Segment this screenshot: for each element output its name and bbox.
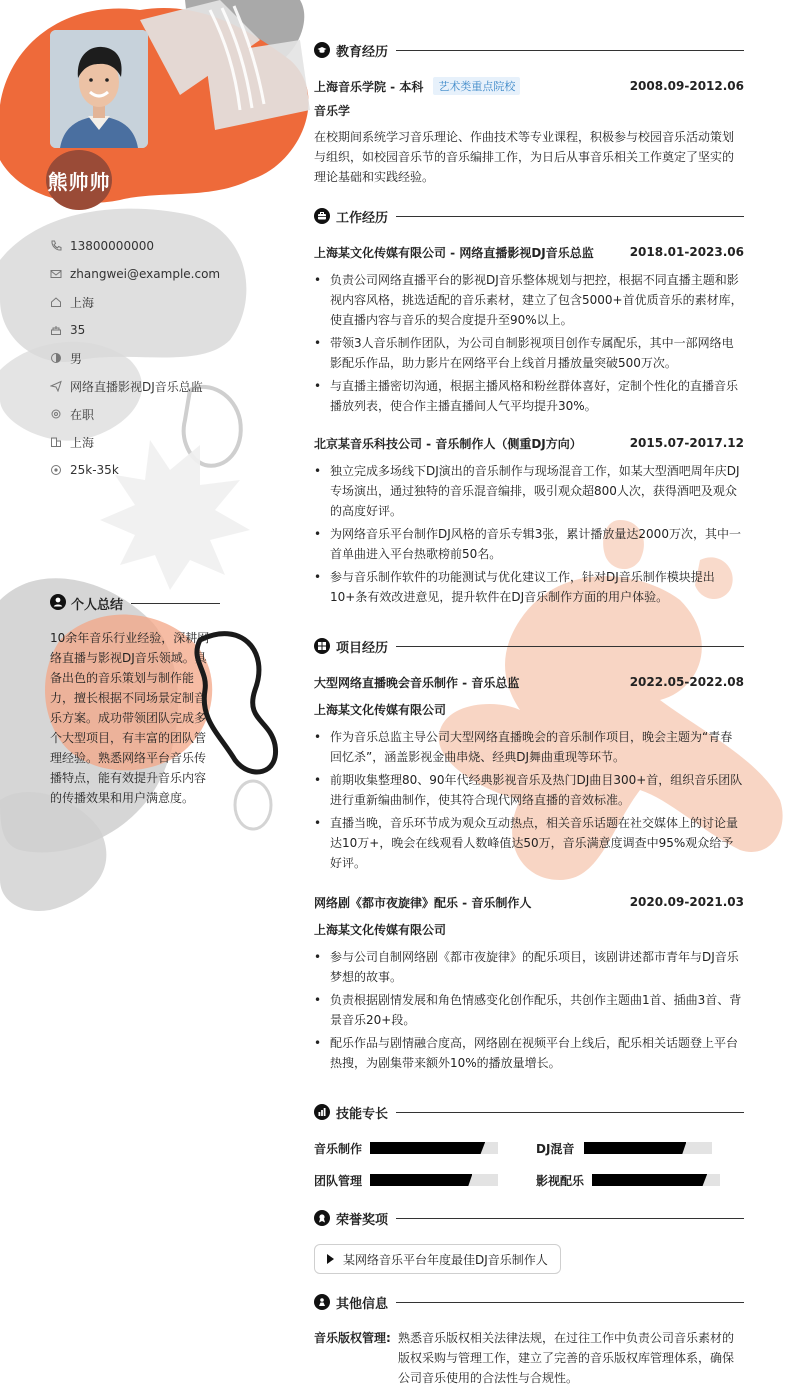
list-item: • 配乐作品与剧情融合度高，网络剧在视频平台上线后，配乐相关话题登上平台热搜，为剧集带来额外10%的播放量增长。 xyxy=(314,1033,744,1073)
divider xyxy=(396,216,744,217)
building-icon xyxy=(50,435,70,449)
school-name: 上海音乐学院 - 本科 xyxy=(314,79,424,94)
project-company: 上海某文化传媒有限公司 xyxy=(314,703,447,717)
skill-bar-fill xyxy=(370,1174,472,1186)
other-item xyxy=(314,1328,744,1388)
divider xyxy=(396,1218,744,1219)
skill-name: 团队管理 xyxy=(314,1173,363,1188)
work-title: 工作经历 xyxy=(336,210,389,226)
projects-header xyxy=(314,636,744,656)
user-icon xyxy=(50,594,66,613)
summary-title: 个人总结 xyxy=(71,598,124,613)
other-title: 其他信息 xyxy=(336,1296,389,1312)
skill-name: 影视配乐 xyxy=(536,1173,585,1188)
education-major: 音乐学 xyxy=(314,104,351,118)
skill-item xyxy=(314,1172,498,1188)
skill-bar-fill xyxy=(584,1142,686,1154)
project-period: 2022.05-2022.08 xyxy=(629,675,744,689)
project-company: 上海某文化传媒有限公司 xyxy=(314,923,447,937)
contact-age xyxy=(50,316,220,344)
contact-phone xyxy=(50,232,220,260)
send-icon xyxy=(50,379,70,393)
play-icon xyxy=(327,1254,334,1264)
school-tag: 艺术类重点院校 xyxy=(433,77,520,95)
name-badge xyxy=(46,150,112,210)
project-heading: 网络剧《都市夜旋律》配乐 - 音乐制作人 xyxy=(314,895,532,910)
education-desc: 在校期间系统学习音乐理论、作曲技术等专业课程，积极参与校园音乐活动策划与组织，如校园音乐节的音乐编排工作，为日后从事音乐相关工作奠定了坚实的理论基础和实践经验。 xyxy=(314,130,735,184)
list-item: • 直播当晚，音乐环节成为观众互动热点，相关音乐话题在社交媒体上的讨论量达10万+，晚会在线观看人数峰值达50万，音乐满意度调查中95%观众给予好评。 xyxy=(314,813,744,873)
list-item: • 负责根据剧情发展和角色情感变化创作配乐，共创作主题曲1首、插曲3首、背景音乐20+段。 xyxy=(314,990,744,1030)
skill-bar-fill xyxy=(592,1174,707,1186)
info-person-icon xyxy=(314,1294,330,1310)
job-heading: 北京某音乐科技公司 - 音乐制作人（侧重DJ方向） xyxy=(314,436,582,451)
bar-chart-icon xyxy=(314,1104,330,1120)
contact-salary xyxy=(50,456,220,484)
location-value: 上海 xyxy=(70,295,95,310)
summary-text: 10余年音乐行业经验，深耕网络直播与影视DJ音乐领域。具备出色的音乐策划与制作能力，擅长根据不同场景定制音乐方案。成功带领团队完成多个大型项目，有丰富的团队管理经验。熟悉网络平台音乐传播特点，能有效提升音乐内容的传播效果和用户满意度。 xyxy=(50,631,210,805)
contact-position xyxy=(50,372,220,400)
list-item: • 与直播主播密切沟通，根据主播风格和粉丝群体喜好，定制个性化的直播音乐播放列表，使合作主播直播间人气平均提升30%。 xyxy=(314,376,744,416)
job-row xyxy=(314,243,744,261)
work-header xyxy=(314,206,744,226)
status-value: 在职 xyxy=(70,407,95,422)
skill-item xyxy=(314,1140,498,1156)
job-period: 2018.01-2023.06 xyxy=(629,245,744,259)
contact-list xyxy=(50,232,220,484)
salary-value: 25k-35k xyxy=(70,463,119,477)
job-period: 2015.07-2017.12 xyxy=(629,436,744,450)
contact-email xyxy=(50,260,220,288)
divider xyxy=(396,1302,744,1303)
project-period: 2020.09-2021.03 xyxy=(629,895,744,909)
other-key: 音乐版权管理: xyxy=(314,1331,391,1345)
other-header xyxy=(314,1292,744,1312)
project-row xyxy=(314,673,744,691)
project-heading: 大型网络直播晚会音乐制作 - 音乐总监 xyxy=(314,675,520,690)
contact-status xyxy=(50,400,220,428)
mail-icon xyxy=(50,267,70,281)
briefcase-icon xyxy=(314,208,330,224)
skill-item xyxy=(536,1140,712,1156)
avatar xyxy=(50,30,148,148)
skill-bar xyxy=(584,1142,712,1154)
skill-bar xyxy=(592,1174,720,1186)
award-item xyxy=(314,1244,561,1274)
list-item: • 独立完成多场线下DJ演出的音乐制作与现场混音工作，如某大型酒吧周年庆DJ专场演出，通过独特的音乐混音编排，吸引观众超800人次，获得酒吧及观众的高度好评。 xyxy=(314,461,744,521)
skill-name: 音乐制作 xyxy=(314,1141,363,1156)
gender-value: 男 xyxy=(70,351,83,366)
education-header xyxy=(314,40,744,60)
status-icon xyxy=(50,407,70,421)
awards-header xyxy=(314,1208,744,1228)
skills-header xyxy=(314,1102,744,1122)
list-item: • 带领3人音乐制作团队，为公司自制影视项目创作专属配乐，其中一部网络电影配乐作品，助力影片在网络平台上线首月播放量突破500万次。 xyxy=(314,333,744,373)
skill-item xyxy=(536,1172,720,1188)
skills-title: 技能专长 xyxy=(336,1106,389,1122)
summary-header xyxy=(50,594,220,613)
position-value: 网络直播影视DJ音乐总监 xyxy=(70,379,203,394)
contact-gender xyxy=(50,344,220,372)
list-item: • 参与公司自制网络剧《都市夜旋律》的配乐项目，该剧讲述都市青年与DJ音乐梦想的故事。 xyxy=(314,947,744,987)
grid-icon xyxy=(314,638,330,654)
project-row xyxy=(314,893,744,911)
education-row xyxy=(314,77,744,95)
skill-name: DJ混音 xyxy=(536,1141,575,1156)
contact-city xyxy=(50,428,220,456)
home-icon xyxy=(50,295,70,309)
divider xyxy=(131,603,220,604)
job-bullets xyxy=(314,270,744,419)
email-value: zhangwei@example.com xyxy=(70,267,221,281)
other-value: 熟悉音乐版权相关法律法规，在过往工作中负责公司音乐素材的版权采购与管理工作，建立了完善的音乐版权库管理体系，确保公司音乐使用的合法性与合规性。 xyxy=(398,1331,735,1385)
award-icon xyxy=(314,1210,330,1226)
phone-value: 13800000000 xyxy=(70,239,154,253)
contact-location xyxy=(50,288,220,316)
education-title: 教育经历 xyxy=(336,44,389,60)
skill-bar-fill xyxy=(370,1142,485,1154)
phone-icon xyxy=(50,239,70,253)
list-item: • 作为音乐总监主导公司大型网络直播晚会的音乐制作项目，晚会主题为“青春回忆杀”，涵盖影视金曲串烧、经典DJ舞曲重现等环节。 xyxy=(314,727,744,767)
list-item: • 负责公司网络直播平台的影视DJ音乐整体规划与把控，根据不同直播主题和影视内容风格，挑选适配的音乐素材，建立了包含5000+首优质音乐的素材库，使直播内容与音乐的契合度提升至90%以上。 xyxy=(314,270,744,330)
gender-icon xyxy=(50,351,70,365)
skill-bar xyxy=(370,1174,498,1186)
divider xyxy=(396,1112,744,1113)
job-row xyxy=(314,434,744,452)
list-item: • 为网络音乐平台制作DJ风格的音乐专辑3张，累计播放量达2000万次，其中一首单曲进入平台热歌榜前50名。 xyxy=(314,524,744,564)
divider xyxy=(396,646,744,647)
project-bullets xyxy=(314,947,744,1076)
list-item: • 参与音乐制作软件的功能测试与优化建议工作，针对DJ音乐制作模块提出10+条有效改进意见，提升软件在DJ音乐制作方面的用户体验。 xyxy=(314,567,744,607)
award-label: 某网络音乐平台年度最佳DJ音乐制作人 xyxy=(343,1252,548,1267)
job-bullets xyxy=(314,461,744,610)
education-period: 2008.09-2012.06 xyxy=(629,79,744,93)
candidate-name: 熊帅帅 xyxy=(47,169,111,194)
salary-icon xyxy=(50,463,70,477)
divider xyxy=(396,50,744,51)
age-icon xyxy=(50,323,70,337)
awards-title: 荣誉奖项 xyxy=(336,1212,389,1228)
project-bullets xyxy=(314,727,744,876)
list-item: • 前期收集整理80、90年代经典影视音乐及热门DJ曲目300+首，组织音乐团队进行重新编曲制作，使其符合现代网络直播的音效标准。 xyxy=(314,770,744,810)
avatar-portrait-icon xyxy=(50,30,148,148)
skill-bar xyxy=(370,1142,498,1154)
age-value: 35 xyxy=(70,323,86,337)
graduation-cap-icon xyxy=(314,42,330,58)
city-value: 上海 xyxy=(70,435,95,450)
projects-title: 项目经历 xyxy=(336,640,389,656)
job-heading: 上海某文化传媒有限公司 - 网络直播影视DJ音乐总监 xyxy=(314,245,594,260)
